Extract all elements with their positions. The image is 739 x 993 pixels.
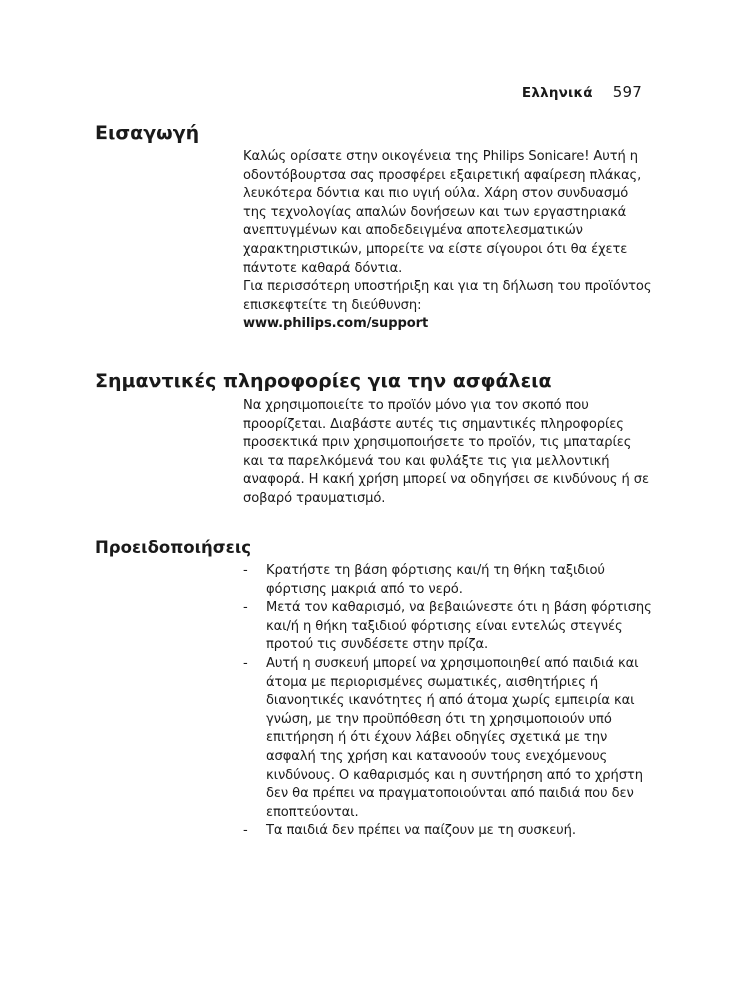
page-number: 597 — [612, 83, 642, 101]
safety-paragraph: Να χρησιμοποιείτε το προϊόν μόνο για τον σκοπό που προορίζεται. Διαβάστε αυτές τις σημαντικές πληροφορίες προσεκτικά πριν χρησιμοποιήσετε το προϊόν, τις μπαταρίες και τα παρελκόμενά του και φυλάξτε τις για μελλοντική αναφορά. Η κακή χρήση μπορεί να οδηγήσει σε κινδύνους ή σε σοβαρό τραυματισμό. — [243, 398, 649, 506]
warning-item: - Κρατήστε τη βάση φόρτισης και/ή τη θήκη ταξιδιού φόρτισης μακριά από το νερό. — [243, 562, 653, 599]
warning-item: - Αυτή η συσκευή μπορεί να χρησιμοποιηθεί από παιδιά και άτομα με περιορισμένες σωματικές, αισθητήριες ή διανοητικές ικανότητες ή από άτομα χωρίς εμπειρία και γνώση, με την προϋπόθεση ότι τη χρησιμοποιούν υπό επιτήρηση ή ότι έχουν λάβει οδηγίες σχετικά με την ασφαλή της χρήση και κατανοούν τους ενεχόμενους κινδύνους. Ο καθαρισμός και η συντήρηση από το χρήστη δεν θα πρέπει να πραγματοποιούνται από παιδιά που δεν εποπτεύονται. — [243, 655, 653, 822]
warnings-heading: Προειδοποιήσεις — [95, 538, 252, 557]
warning-item: - Τα παιδιά δεν πρέπει να παίζουν με τη συσκευή. — [243, 822, 653, 841]
warnings-list — [243, 562, 653, 841]
warning-item: - Μετά τον καθαρισμό, να βεβαιώνεστε ότι η βάση φόρτισης και/ή η θήκη ταξιδιού φόρτισης είναι εντελώς στεγνές προτού τις συνδέσετε στην πρίζα. — [243, 599, 653, 655]
intro-section — [243, 148, 653, 334]
intro-paragraph: Καλώς ορίσατε στην οικογένεια της Philips Sonicare! Αυτή η οδοντόβουρτσα σας προσφέρει εξαιρετική αφαίρεση πλάκας, λευκότερα δόντια και πιο υγιή ούλα. Χάρη στον συνδυασμό της τεχνολογίας απαλών δονήσεων και των εργαστηριακά ανεπτυγμένων και αποδεδειγμένα αποτελεσματικών χαρακτηριστικών, μπορείτε να είστε σίγουροι ότι θα έχετε πάντοτε καθαρά δόντια. — [243, 149, 642, 276]
support-url: www.philips.com/support — [243, 316, 429, 332]
safety-heading: Σημαντικές πληροφορίες για την ασφάλεια — [95, 370, 552, 392]
safety-section — [243, 397, 653, 509]
page-header — [522, 83, 642, 101]
support-paragraph: Για περισσότερη υποστήριξη και για τη δήλωση του προϊόντος επισκεφτείτε τη διεύθυνση: — [243, 279, 652, 313]
intro-heading: Εισαγωγή — [95, 122, 200, 144]
language-label: Ελληνικά — [521, 85, 593, 101]
